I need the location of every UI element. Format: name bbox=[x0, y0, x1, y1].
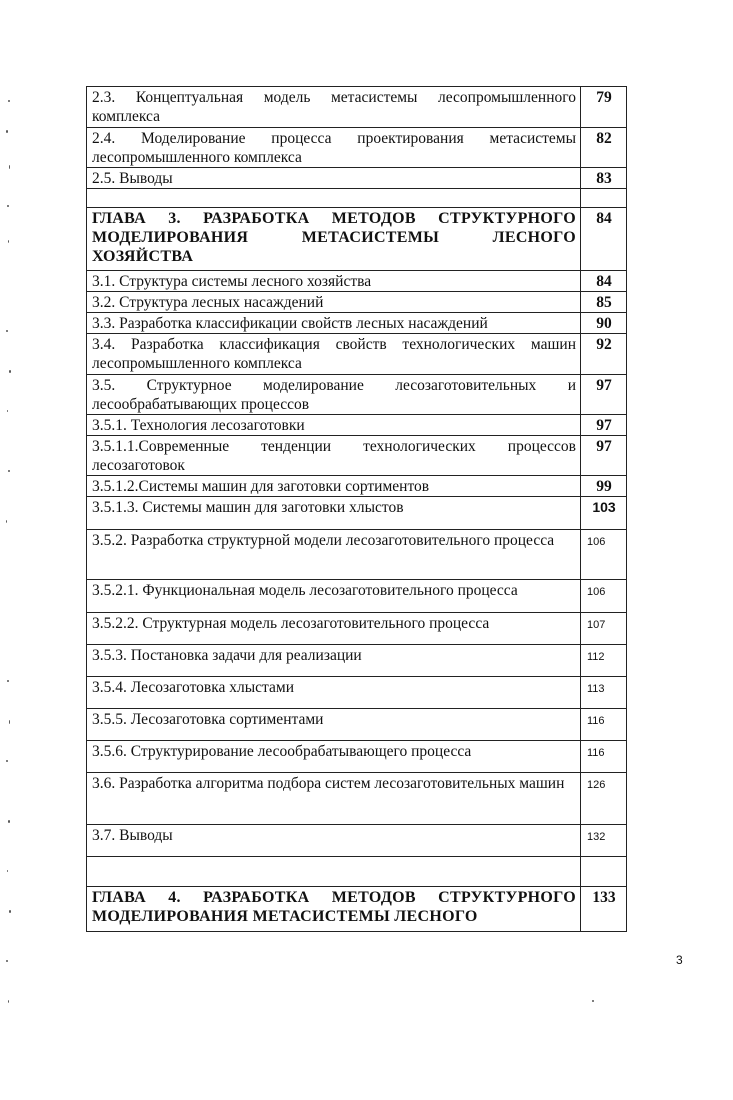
toc-page: 97 bbox=[581, 375, 627, 415]
toc-title: 3.5.2. Разработка структурной модели лесозаготовительного процесса bbox=[87, 530, 581, 580]
toc-page: 82 bbox=[581, 128, 627, 168]
toc-title: 3.5.3. Постановка задачи для реализации bbox=[87, 645, 581, 677]
toc-page bbox=[581, 857, 627, 887]
toc-chapter-title: ГЛАВА 3. РАЗРАБОТКА МЕТОДОВ СТРУКТУРНОГО МОДЕЛИРОВАНИЯ МЕТАСИСТЕМЫ ЛЕСНОГО ХОЗЯЙСТВА bbox=[87, 208, 581, 271]
toc-chapter-row bbox=[87, 887, 627, 932]
toc-title bbox=[87, 857, 581, 887]
page-number: 3 bbox=[676, 953, 683, 967]
toc-row bbox=[87, 709, 627, 741]
toc-page: 83 bbox=[581, 168, 627, 189]
toc-page: 97 bbox=[581, 436, 627, 476]
toc-page: 103 bbox=[581, 497, 627, 530]
toc-row-empty bbox=[87, 857, 627, 887]
toc-title: 3.5.1.1.Современные тенденции технологических процессов лесозаготовок bbox=[87, 436, 581, 476]
toc-row bbox=[87, 334, 627, 375]
toc-title: 3.1. Структура системы лесного хозяйства bbox=[87, 271, 581, 292]
toc-title: 3.5.2.1. Функциональная модель лесозаготовительного процесса bbox=[87, 580, 581, 613]
toc-title: 3.6. Разработка алгоритма подбора систем лесозаготовительных машин bbox=[87, 773, 581, 825]
toc-title: 3.2. Структура лесных насаждений bbox=[87, 292, 581, 313]
toc-row bbox=[87, 530, 627, 580]
toc-page: 97 bbox=[581, 415, 627, 436]
toc-row bbox=[87, 825, 627, 857]
toc-row bbox=[87, 773, 627, 825]
toc-title: 3.5.4. Лесозаготовка хлыстами bbox=[87, 677, 581, 709]
toc-page: 107 bbox=[581, 613, 627, 645]
toc-row bbox=[87, 128, 627, 168]
table-of-contents bbox=[86, 86, 627, 932]
toc-page: 79 bbox=[581, 87, 627, 128]
toc-page: 116 bbox=[581, 741, 627, 773]
toc-page: 106 bbox=[581, 530, 627, 580]
toc-row bbox=[87, 313, 627, 334]
toc-title bbox=[87, 189, 581, 208]
toc-page: 126 bbox=[581, 773, 627, 825]
toc-title: 2.5. Выводы bbox=[87, 168, 581, 189]
toc-page: 116 bbox=[581, 709, 627, 741]
toc-row bbox=[87, 497, 627, 530]
toc-page: 85 bbox=[581, 292, 627, 313]
toc-row bbox=[87, 375, 627, 415]
toc-page: 133 bbox=[581, 887, 627, 932]
toc-page: 92 bbox=[581, 334, 627, 375]
toc-page: 112 bbox=[581, 645, 627, 677]
toc-chapter-title: ГЛАВА 4. РАЗРАБОТКА МЕТОДОВ СТРУКТУРНОГО МОДЕЛИРОВАНИЯ МЕТАСИСТЕМЫ ЛЕСНОГО bbox=[87, 887, 581, 932]
toc-row bbox=[87, 292, 627, 313]
toc-row bbox=[87, 476, 627, 497]
toc-title: 3.4. Разработка классификация свойств технологических машин лесопромышленного комплекса bbox=[87, 334, 581, 375]
toc-page: 90 bbox=[581, 313, 627, 334]
toc-page: 84 bbox=[581, 208, 627, 271]
toc-title: 3.7. Выводы bbox=[87, 825, 581, 857]
toc-page: 132 bbox=[581, 825, 627, 857]
toc-page bbox=[581, 189, 627, 208]
toc-title: 2.3. Концептуальная модель метасистемы лесопромышленного комплекса bbox=[87, 87, 581, 128]
toc-title: 3.3. Разработка классификации свойств лесных насаждений bbox=[87, 313, 581, 334]
toc-row bbox=[87, 741, 627, 773]
toc-page: 113 bbox=[581, 677, 627, 709]
toc-row bbox=[87, 677, 627, 709]
toc-row-empty bbox=[87, 189, 627, 208]
toc-page: 99 bbox=[581, 476, 627, 497]
toc-title: 3.5.6. Структурирование лесообрабатывающего процесса bbox=[87, 741, 581, 773]
toc-title: 3.5.5. Лесозаготовка сортиментами bbox=[87, 709, 581, 741]
toc-title: 3.5.2.2. Структурная модель лесозаготовительного процесса bbox=[87, 613, 581, 645]
toc-title: 3.5.1. Технология лесозаготовки bbox=[87, 415, 581, 436]
toc-row bbox=[87, 436, 627, 476]
toc-row bbox=[87, 415, 627, 436]
toc-page: 84 bbox=[581, 271, 627, 292]
toc-row bbox=[87, 87, 627, 128]
toc-title: 3.5.1.3. Системы машин для заготовки хлыстов bbox=[87, 497, 581, 530]
toc-row bbox=[87, 645, 627, 677]
toc-page: 106 bbox=[581, 580, 627, 613]
toc-row bbox=[87, 580, 627, 613]
toc-title: 3.5.1.2.Системы машин для заготовки сортиментов bbox=[87, 476, 581, 497]
toc-chapter-row bbox=[87, 208, 627, 271]
toc-title: 2.4. Моделирование процесса проектирования метасистемы лесопромышленного комплекса bbox=[87, 128, 581, 168]
toc-title: 3.5. Структурное моделирование лесозаготовительных и лесообрабатывающих процессов bbox=[87, 375, 581, 415]
toc-row bbox=[87, 613, 627, 645]
toc-row bbox=[87, 271, 627, 292]
toc-row bbox=[87, 168, 627, 189]
